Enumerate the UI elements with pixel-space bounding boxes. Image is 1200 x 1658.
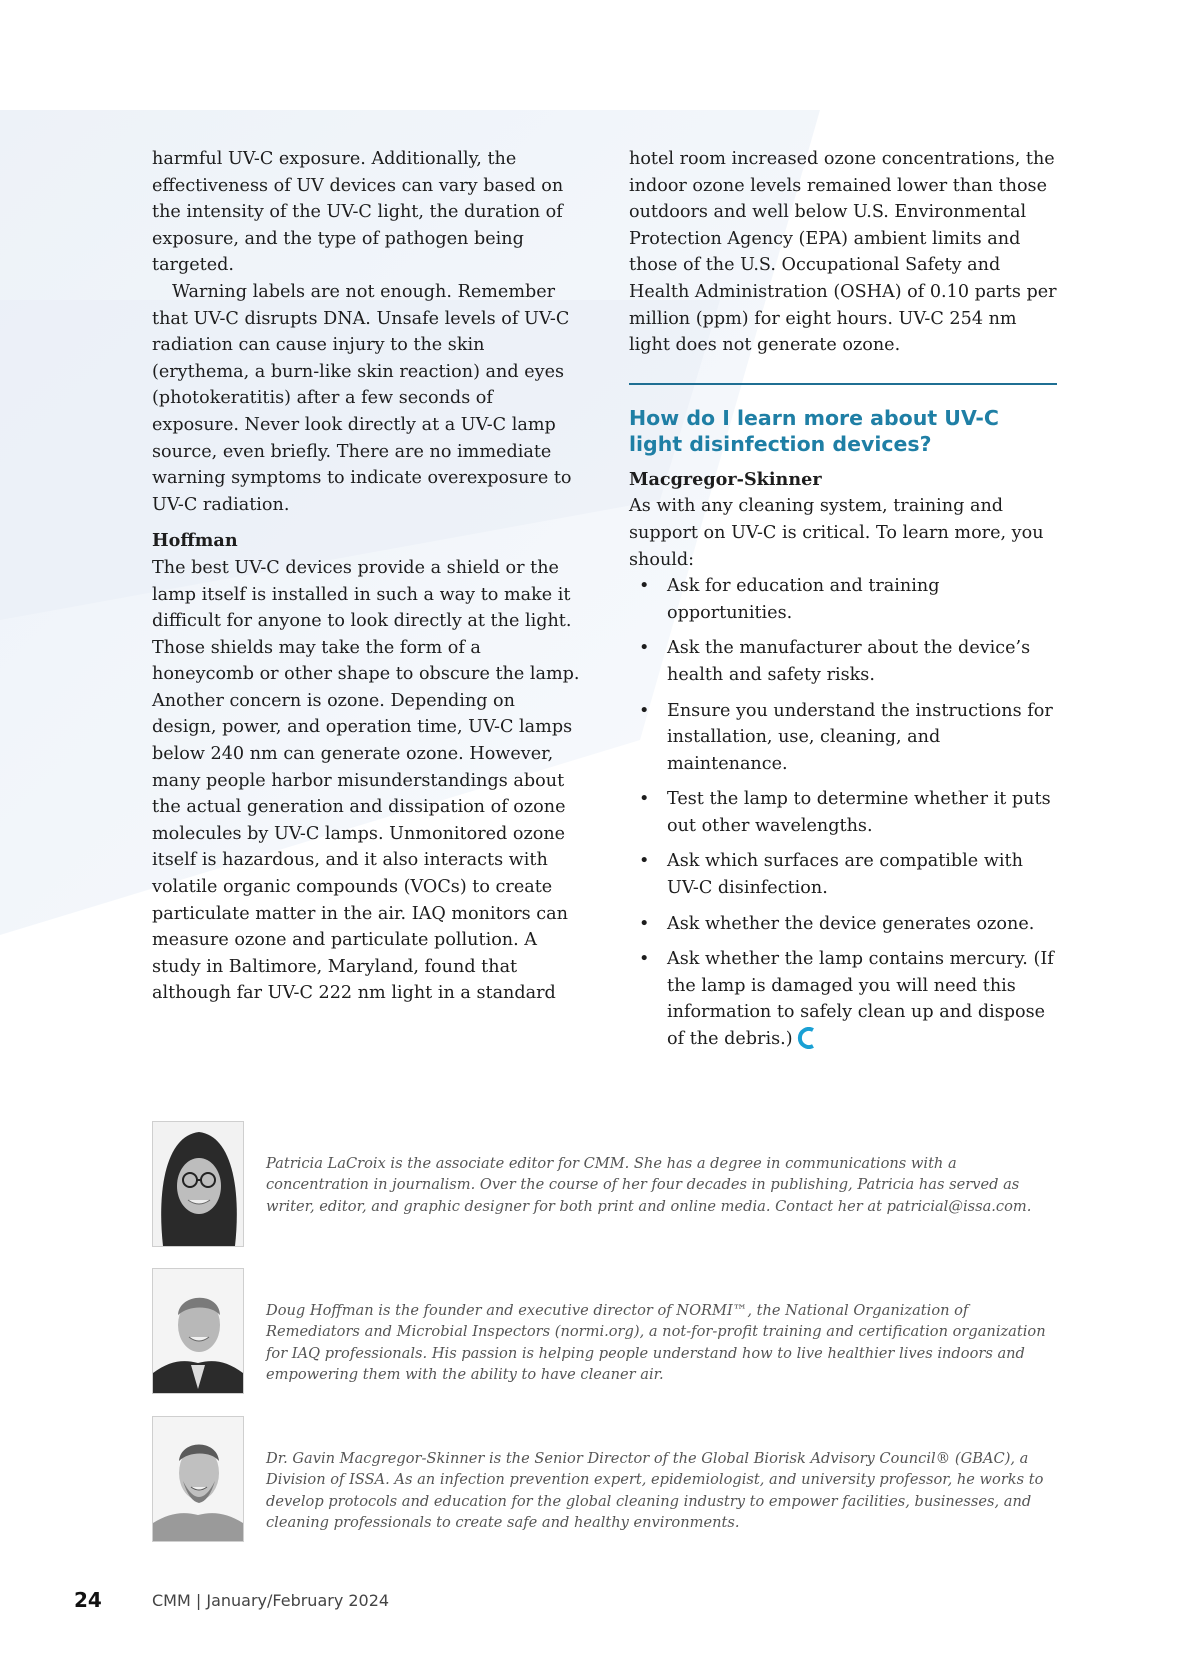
author-photo: [152, 1416, 244, 1542]
article-right-column: [629, 146, 1057, 1062]
author-bio-text: Dr. Gavin Macgregor-Skinner is the Senior Director of the Global Biorisk Advisory Council® (GBAC), a Division of ISSA. As an infection prevention expert, epidemiologist, and university professor, he works to develop protocols and education for the global cleaning industry to empower facilities, businesses, and cleaning professionals to create safe and healthy environments.: [266, 1450, 1044, 1531]
section-heading: How do I learn more about UV-C light disinfection devices?: [629, 405, 999, 456]
body-paragraph: The best UV-C devices provide a shield or the lamp itself is installed in such a way to make it difficult for anyone to look directly at the light. Those shields may take the form of a honeycomb or other shape to obscure the lamp. Another concern is ozone. Depending on design, power, and operation time, UV-C lamps below 240 nm can generate ozone. However, many people harbor misunderstandings about the actual generation and dissipation of ozone molecules by UV-C lamps. Unmonitored ozone itself is hazardous, and it also interacts with volatile organic compounds (VOCs) to create particulate matter in the air. IAQ monitors can measure ozone and particulate pollution. A study in Baltimore, Maryland, found that although far UV-C 222 nm light in a standard: [152, 557, 580, 1004]
end-of-article-icon: [797, 1027, 815, 1049]
author-bio-text: Doug Hoffman is the founder and executive director of NORMI™, the National Organization of Remediators and Microbial Inspectors (normi.org), a not-for-profit training and certification organization for IAQ professionals. His passion is helping people understand how to live healthier lives indoors and empowering them with the ability to have cleaner air.: [266, 1302, 1046, 1383]
author-photo: [152, 1121, 244, 1247]
publication-info: CMM | January/February 2024: [152, 1591, 390, 1610]
speaker-name: Hoffman: [152, 530, 238, 552]
author-bio-lacroix: [152, 1121, 1058, 1253]
author-bio-hoffman: [152, 1268, 1058, 1400]
article-left-column: [152, 146, 582, 1007]
list-item: • Ask whether the device generates ozone.: [639, 911, 1057, 938]
body-paragraph: As with any cleaning system, training and support on UV-C is critical. To learn more, you should:: [629, 496, 1044, 570]
body-paragraph: Warning labels are not enough. Remember that UV-C disrupts DNA. Unsafe levels of UV-C radiation can cause injury to the skin (erythema, a burn-like skin reaction) and eyes (photokeratitis) after a few seconds of exposure. Never look directly at a UV-C lamp source, even briefly. There are no immediate warning symptoms to indicate overexposure to UV-C radiation.: [152, 281, 572, 515]
list-item: • Ensure you understand the instructions for installation, use, cleaning, and maintenance.: [639, 698, 1057, 778]
author-photo: [152, 1268, 244, 1394]
body-paragraph: hotel room increased ozone concentrations, the indoor ozone levels remained lower than those outdoors and well below U.S. Environmental Protection Agency (EPA) ambient limits and those of the U.S. Occupational Safety and Health Administration (OSHA) of 0.10 parts per million (ppm) for eight hours. UV-C 254 nm light does not generate ozone.: [629, 149, 1057, 356]
recommendation-list: [629, 573, 1057, 1053]
speaker-name: Macgregor-Skinner: [629, 468, 822, 490]
author-bio-macgregor-skinner: [152, 1416, 1058, 1548]
list-item: • Test the lamp to determine whether it puts out other wavelengths.: [639, 786, 1057, 839]
body-paragraph: harmful UV-C exposure. Additionally, the effectiveness of UV devices can vary based on the intensity of the UV-C light, the duration of exposure, and the type of pathogen being targeted.: [152, 149, 564, 276]
list-item: • Ask for education and training opportunities.: [639, 573, 1057, 626]
page-number: 24: [74, 1588, 102, 1612]
list-item: • Ask which surfaces are compatible with UV-C disinfection.: [639, 848, 1057, 901]
list-item: • Ask whether the lamp contains mercury. (If the lamp is damaged you will need this information to safely clean up and dispose of the debris.): [639, 946, 1057, 1052]
author-bio-text: Patricia LaCroix is the associate editor for CMM. She has a degree in communications with a concentration in journalism. Over the course of her four decades in publishing, Patricia has served as writer, editor, and graphic designer for both print and online media. Contact her at patricial@issa.com.: [266, 1155, 1032, 1215]
list-item: • Ask the manufacturer about the device’s health and safety risks.: [639, 635, 1057, 688]
section-divider: [629, 383, 1057, 385]
